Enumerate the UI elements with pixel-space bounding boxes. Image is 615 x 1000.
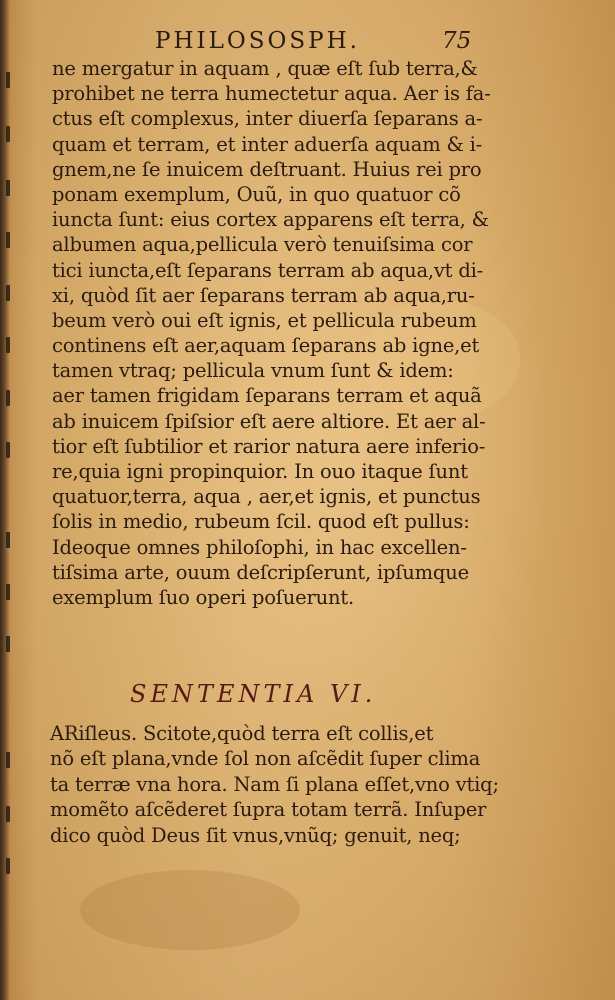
text-line: tici iuncta,eſt ſeparans terram ab aqua,vt di-: [52, 258, 484, 282]
page-header: [0, 28, 615, 58]
margin-mark: [6, 636, 10, 652]
margin-mark: [6, 72, 10, 88]
text-line: gnem,ne ſe inuicem deſtruant. Huius rei pro: [52, 157, 482, 181]
text-line: ponam exemplum, Ouũ, in quo quatuor cõ: [52, 182, 461, 206]
margin-marks: [6, 0, 24, 1000]
text-line: beum verò oui eſt ignis, et pellicula rubeum: [52, 308, 477, 332]
margin-mark: [6, 752, 10, 768]
text-line: exemplum ſuo operi poſuerunt.: [52, 585, 354, 609]
text-line: xi, quòd ſit aer ſeparans terram ab aqua,ru-: [52, 283, 475, 307]
text-line: ne mergatur in aquam , quæ eſt ſub terra,&: [52, 57, 478, 80]
text-line: tior eſt ſubtilior et rarior natura aere inferio-: [52, 434, 486, 458]
margin-mark: [6, 806, 10, 822]
margin-mark: [6, 390, 10, 406]
text-line: iuncta ſunt: eius cortex apparens eſt terra, &: [52, 208, 489, 232]
margin-mark: [6, 442, 10, 458]
margin-mark: [6, 232, 10, 248]
margin-mark: [6, 285, 10, 301]
margin-mark: [6, 584, 10, 600]
running-head: PHILOSOSPH.: [155, 28, 360, 54]
text-line: ſolis in medio, rubeum ſcil. quod eſt pullus:: [52, 510, 470, 534]
margin-mark: [6, 180, 10, 196]
text-line: tiſsima arte, ouum deſcripſerunt, ipſumque: [52, 560, 469, 584]
section-heading: SENTENTIA VI.: [130, 680, 377, 708]
margin-mark: [6, 337, 10, 353]
text-line: tamen vtraq; pellicula vnum ſunt & idem:: [52, 359, 454, 383]
text-line: momẽto aſcẽderet ſupra totam terrã. Inſuper: [50, 798, 487, 822]
text-line: ctus eſt complexus, inter diuerſa ſeparans a-: [52, 107, 483, 131]
text-line: nõ eſt plana,vnde ſol non aſcẽdit ſuper clima: [50, 747, 481, 771]
text-line: continens eſt aer,aquam ſeparans ab igne,et: [52, 334, 480, 358]
text-line: Ideoque omnes philoſophi, in hac excellen-: [52, 535, 467, 559]
paper-stain: [80, 870, 300, 950]
text-line: ARiſleus. Scitote,quòd terra eſt collis,et: [50, 722, 434, 745]
text-line: re,quia igni propinquior. In ouo itaque ſunt: [52, 460, 468, 483]
margin-mark: [6, 858, 10, 874]
text-line: quatuor,terra, aqua , aer,et ignis, et punctus: [52, 485, 481, 509]
main-text: [52, 56, 552, 610]
margin-mark: [6, 532, 10, 548]
text-line: prohibet ne terra humectetur aqua. Aer is fa-: [52, 82, 491, 106]
text-line: albumen aqua,pellicula verò tenuiſsima cor: [52, 233, 473, 257]
text-line: quam et terram, et inter aduerſa aquam & i-: [52, 132, 483, 156]
text-line: aer tamen frigidam ſeparans terram et aquã: [52, 384, 482, 408]
page-number: 75: [442, 28, 472, 54]
section-text: [50, 721, 550, 848]
text-line: dico quòd Deus ſit vnus,vnũq; genuit, neq;: [50, 823, 461, 847]
margin-mark: [6, 126, 10, 142]
text-line: ta terræ vna hora. Nam ſi plana eſſet,vno vtiq;: [50, 772, 499, 796]
text-line: ab inuicem ſpiſsior eſt aere altiore. Et aer al-: [52, 409, 486, 433]
